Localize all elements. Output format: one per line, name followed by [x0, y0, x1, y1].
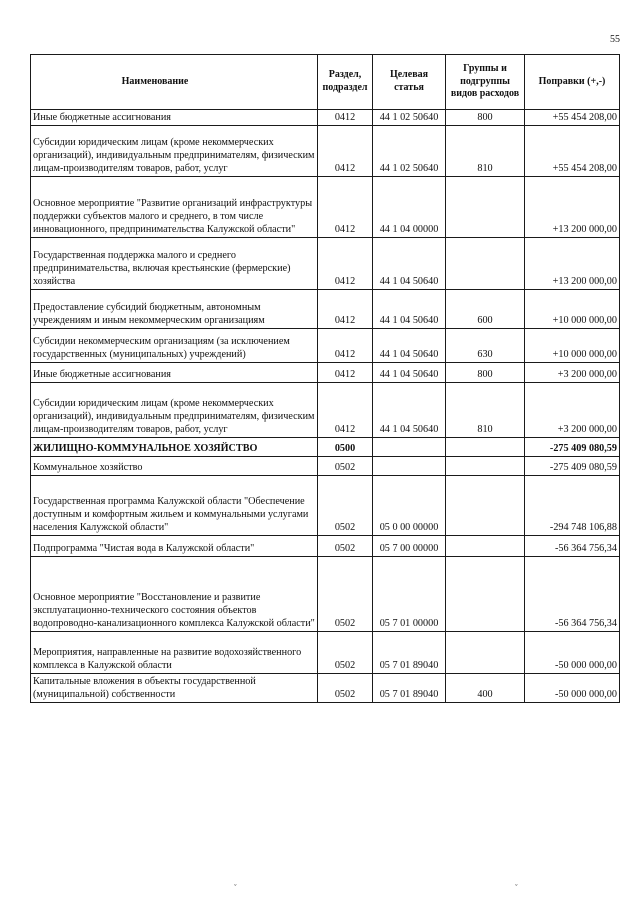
cell-name: Иные бюджетные ассигнования — [31, 110, 318, 126]
table-row — [31, 363, 620, 383]
cell-group: 600 — [446, 290, 525, 329]
cell-target: 05 7 01 89040 — [373, 674, 446, 703]
cell-section: 0502 — [318, 457, 373, 476]
cell-amount: +3 200 000,00 — [525, 383, 620, 438]
cell-name: Субсидии юридическим лицам (кроме некоммерческих организаций), индивидуальным предпринимателям, физическим лицам-производителям товаров, работ, услуг — [31, 383, 318, 438]
cell-name: Капитальные вложения в объекты государственной (муниципальной) собственности — [31, 674, 318, 703]
cell-group — [446, 536, 525, 557]
table-row — [31, 476, 620, 536]
cell-group: 800 — [446, 110, 525, 126]
cell-target: 44 1 04 00000 — [373, 177, 446, 238]
table-row — [31, 290, 620, 329]
cell-target: 44 1 04 50640 — [373, 290, 446, 329]
cell-amount: -275 409 080,59 — [525, 438, 620, 457]
cell-target: 44 1 04 50640 — [373, 363, 446, 383]
table-row — [31, 383, 620, 438]
cell-group: 810 — [446, 383, 525, 438]
cell-target: 05 7 00 00000 — [373, 536, 446, 557]
cell-group — [446, 457, 525, 476]
cell-group — [446, 632, 525, 674]
table-row — [31, 177, 620, 238]
table-row — [31, 238, 620, 290]
cell-name: Иные бюджетные ассигнования — [31, 363, 318, 383]
cell-target: 05 7 01 89040 — [373, 632, 446, 674]
cell-section: 0502 — [318, 536, 373, 557]
cell-section: 0412 — [318, 383, 373, 438]
cell-amount: -275 409 080,59 — [525, 457, 620, 476]
cell-section: 0412 — [318, 177, 373, 238]
cell-section: 0502 — [318, 674, 373, 703]
cell-target: 44 1 04 50640 — [373, 329, 446, 363]
budget-amendments-table — [30, 54, 620, 703]
cell-target: 44 1 04 50640 — [373, 383, 446, 438]
cell-section: 0412 — [318, 238, 373, 290]
header-amount: Поправки (+,-) — [525, 55, 620, 110]
cell-name: Субсидии некоммерческим организациям (за исключением государственных (муниципальных) учреждений) — [31, 329, 318, 363]
cell-group: 810 — [446, 126, 525, 177]
cell-target — [373, 457, 446, 476]
cell-amount: +55 454 208,00 — [525, 110, 620, 126]
cell-name: Государственная поддержка малого и среднего предпринимательства, включая крестьянские (фермерские) хозяйства — [31, 238, 318, 290]
cell-group — [446, 438, 525, 457]
cell-section: 0502 — [318, 557, 373, 632]
table-row — [31, 557, 620, 632]
cell-amount: -56 364 756,34 — [525, 536, 620, 557]
table-header-row — [31, 55, 620, 110]
cell-group — [446, 476, 525, 536]
table-body — [31, 110, 620, 703]
cell-amount: -50 000 000,00 — [525, 632, 620, 674]
cell-name: ЖИЛИЩНО-КОММУНАЛЬНОЕ ХОЗЯЙСТВО — [31, 438, 318, 457]
cell-section: 0412 — [318, 363, 373, 383]
table-row — [31, 329, 620, 363]
header-name: Наименование — [31, 55, 318, 110]
cell-target: 05 0 00 00000 — [373, 476, 446, 536]
cell-group — [446, 177, 525, 238]
cell-section: 0412 — [318, 110, 373, 126]
cell-section: 0412 — [318, 329, 373, 363]
table-row — [31, 457, 620, 476]
cell-target: 44 1 04 50640 — [373, 238, 446, 290]
cell-name: Субсидии юридическим лицам (кроме некоммерческих организаций), индивидуальным предпринимателям, физическим лицам-производителям товаров, работ, услуг — [31, 126, 318, 177]
cell-group: 400 — [446, 674, 525, 703]
cell-name: Предоставление субсидий бюджетным, автономным учреждениям и иным некоммерческим организациям — [31, 290, 318, 329]
cell-target: 44 1 02 50640 — [373, 126, 446, 177]
cell-amount: +13 200 000,00 — [525, 238, 620, 290]
cell-name: Основное мероприятие "Развитие организаций инфраструктуры поддержки субъектов малого и среднего, в том числе инновационного, предпринимательства Калужской области" — [31, 177, 318, 238]
cell-section: 0502 — [318, 476, 373, 536]
cell-name: Основное мероприятие "Восстановление и развитие эксплуатационно-технического состояния объектов водопроводно-канализационного комплекса Калужской области" — [31, 557, 318, 632]
cell-target — [373, 438, 446, 457]
header-section: Раздел, подраздел — [318, 55, 373, 110]
table-row — [31, 438, 620, 457]
cell-name: Государственная программа Калужской области "Обеспечение доступным и комфортным жильем и коммунальными услугами населения Калужской области" — [31, 476, 318, 536]
cell-amount: +3 200 000,00 — [525, 363, 620, 383]
cell-amount: -56 364 756,34 — [525, 557, 620, 632]
scan-mark: ˇ — [234, 883, 237, 892]
cell-amount: +13 200 000,00 — [525, 177, 620, 238]
scan-mark: ˇ — [515, 883, 518, 892]
cell-amount: +10 000 000,00 — [525, 290, 620, 329]
cell-section: 0412 — [318, 290, 373, 329]
table-row — [31, 126, 620, 177]
table-row — [31, 674, 620, 703]
cell-target: 05 7 01 00000 — [373, 557, 446, 632]
cell-name: Подпрограмма "Чистая вода в Калужской области" — [31, 536, 318, 557]
page-number: 55 — [610, 34, 620, 45]
cell-amount: +10 000 000,00 — [525, 329, 620, 363]
table-row — [31, 536, 620, 557]
cell-section: 0500 — [318, 438, 373, 457]
cell-name: Коммунальное хозяйство — [31, 457, 318, 476]
table-row — [31, 632, 620, 674]
cell-amount: -50 000 000,00 — [525, 674, 620, 703]
cell-name: Мероприятия, направленные на развитие водохозяйственного комплекса в Калужской области — [31, 632, 318, 674]
cell-section: 0502 — [318, 632, 373, 674]
header-group: Группы и подгруппы видов расходов — [446, 55, 525, 110]
cell-group: 800 — [446, 363, 525, 383]
cell-group — [446, 238, 525, 290]
cell-amount: +55 454 208,00 — [525, 126, 620, 177]
cell-group: 630 — [446, 329, 525, 363]
cell-amount: -294 748 106,88 — [525, 476, 620, 536]
table-row — [31, 110, 620, 126]
cell-target: 44 1 02 50640 — [373, 110, 446, 126]
header-target: Целевая статья — [373, 55, 446, 110]
cell-group — [446, 557, 525, 632]
cell-section: 0412 — [318, 126, 373, 177]
